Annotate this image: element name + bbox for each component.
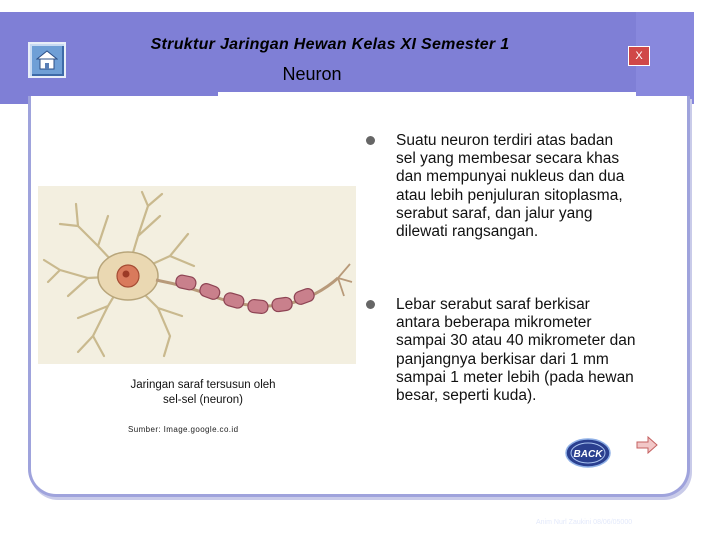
- close-button[interactable]: X: [628, 46, 650, 66]
- neuron-image: [38, 186, 356, 364]
- header-band: [0, 12, 694, 104]
- bullet-icon: [366, 136, 375, 145]
- bullet-text: Lebar serabut saraf berkisar antara beberapa mikrometer sampai 30 atau 40 mikrometer dan panjangnya berkisar dari 1 mm sampai 1 meter lebih (pada hewan besar, seperti kuda).: [396, 296, 636, 405]
- home-button[interactable]: [28, 42, 66, 78]
- bullet-text: Suatu neuron terdiri atas badan sel yang membesar secara khas dan mempunyai nukleus dan dua atau lebih penjuluran sitoplasma, serabut saraf, dan jalur yang dilewati rangsangan.: [396, 132, 625, 241]
- back-icon: [564, 436, 612, 470]
- bullet-icon: [366, 300, 375, 309]
- footer-credit: Anim Nurl Zaukini 08/06/05000: [536, 519, 633, 526]
- page-subtitle: Neuron: [282, 64, 342, 84]
- arrow-right-icon: [636, 436, 658, 454]
- image-source: Sumber: Image.google.co.id: [128, 425, 239, 434]
- page-title: Struktur Jaringan Hewan Kelas XI Semester 1: [150, 36, 510, 53]
- caption-line-1: Jaringan saraf tersusun oleh: [130, 379, 276, 391]
- bullet-item: [366, 132, 636, 241]
- back-label: BACK: [573, 449, 603, 460]
- image-caption: [108, 378, 298, 408]
- next-button[interactable]: [636, 436, 658, 454]
- home-icon: [36, 50, 58, 70]
- bullet-item: [366, 296, 636, 405]
- caption-line-2: sel-sel (neuron): [163, 394, 243, 406]
- back-button[interactable]: [564, 436, 612, 470]
